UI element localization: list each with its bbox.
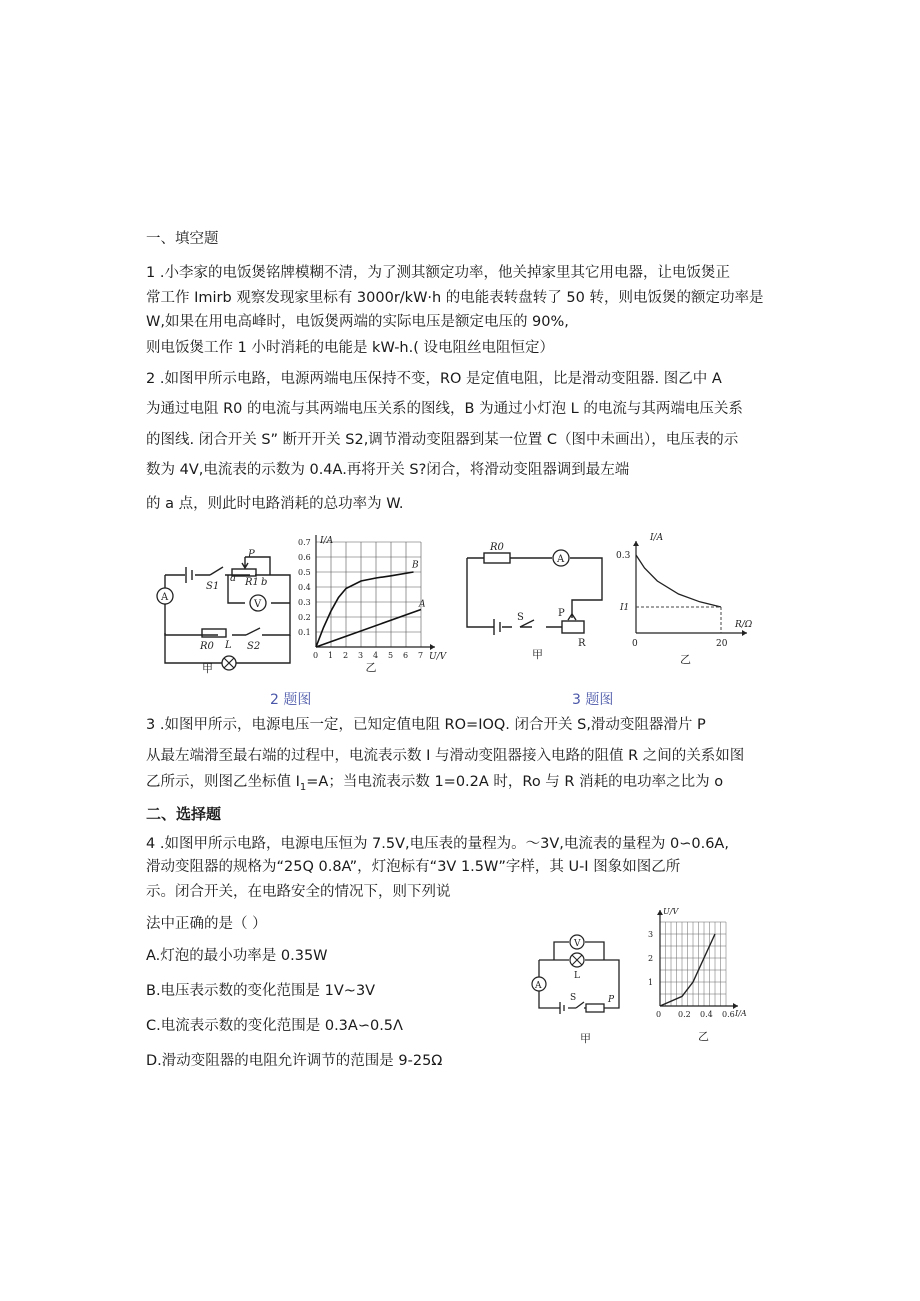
q4-option-b: B.电压表示数的变化范围是 1V~3V bbox=[146, 983, 376, 999]
y-tick-label: 0.1 bbox=[298, 628, 311, 637]
y-tick-label: 0.6 bbox=[298, 553, 311, 562]
y-tick-label: 0.2 bbox=[298, 613, 311, 622]
x-axis-arrow bbox=[430, 644, 435, 650]
x-tick-label: 0.6 bbox=[722, 1010, 735, 1019]
x-origin-tick: 0 bbox=[632, 639, 638, 649]
q2-line2: 为通过电阻 R0 的电流与其两端电压关系的图线，B 为通过小灯泡 L 的电流与其两端电压关系 bbox=[146, 401, 743, 417]
y-tick-label: 0.3 bbox=[298, 598, 311, 607]
x-end-tick: 20 bbox=[716, 639, 728, 649]
q3-line1: 3 .如图甲所示，电源电压一定，已知定值电阻 RO=IOQ. 闭合开关 S,滑动变阻器滑片 P bbox=[146, 717, 706, 733]
x-axis-arrow bbox=[742, 630, 747, 636]
fig3-p-label: P bbox=[558, 608, 565, 619]
x-tick-label: 3 bbox=[358, 651, 364, 660]
fig4-p-label: P bbox=[608, 995, 615, 1005]
q4-option-c: C.电流表示数的变化范围是 0.3A∽0.5Λ bbox=[146, 1018, 403, 1034]
fig2-r1-label: R1 bbox=[245, 577, 259, 588]
q1-line4: 则电饭煲工作 1 小时消耗的电能是 kW-h.( 设电阻丝电阻恒定） bbox=[146, 340, 554, 356]
fig3-s-label: S bbox=[517, 612, 524, 623]
y-axis-label: U/V bbox=[663, 907, 679, 916]
fig4-l-label: L bbox=[574, 971, 580, 981]
fig4-jia-label: 甲 bbox=[580, 1032, 591, 1045]
x-tick-label: 2 bbox=[343, 651, 349, 660]
section2-title: 二、选择题 bbox=[146, 805, 222, 823]
fig3-caption: 3 题图 bbox=[572, 692, 614, 708]
q4-line1: 4 .如图甲所示电路，电源电压恒为 7.5V,电压表的量程为。～3V,电流表的量程为 0∽0.6A, bbox=[146, 836, 729, 852]
fig3-ammeter-label: A bbox=[557, 554, 565, 565]
series-B-line bbox=[316, 572, 414, 647]
fig3-r-label: R bbox=[578, 638, 586, 649]
fig3-jia-label: 甲 bbox=[532, 648, 543, 661]
fig4-ammeter-label: A bbox=[535, 981, 542, 991]
q4-line3: 示。闭合开关，在电路安全的情况下，则下列说 bbox=[146, 884, 451, 900]
x-tick-label: 7 bbox=[418, 651, 424, 660]
fig2-iv-graph bbox=[296, 535, 456, 675]
graph-yi-label: 乙 bbox=[698, 1030, 709, 1043]
fig2-a-label: a bbox=[230, 573, 236, 584]
fig4-circuit-diagram bbox=[524, 930, 634, 1050]
fig2-caption: 2 题图 bbox=[270, 692, 312, 708]
fig2-l-label: L bbox=[225, 640, 232, 651]
y-tick-label: 1 bbox=[648, 978, 654, 987]
x-tick-label: 0 bbox=[313, 651, 319, 660]
curve-a-label: A bbox=[419, 599, 426, 610]
y-axis-arrow bbox=[633, 541, 639, 546]
q1-line3: W,如果在用电高峰时，电饭煲两端的实际电压是额定电压的 90%, bbox=[146, 314, 569, 330]
q2-line3: 的图线. 闭合开关 S” 断开开关 S2,调节滑动变阻器到某一位置 C（图中未画出），电压表的示 bbox=[146, 432, 739, 448]
fig2-p-label: P bbox=[248, 549, 255, 560]
fig2-s2-label: S2 bbox=[247, 641, 261, 652]
section1-title: 一、填空题 bbox=[146, 231, 219, 247]
fig4-voltmeter-label: V bbox=[574, 939, 581, 949]
q1-line1: 1 .小李家的电饭煲铭牌模糊不清，为了测其额定功率，他关掉家里其它用电器，让电饭煲正 bbox=[146, 265, 730, 281]
x-tick-label: 1 bbox=[328, 651, 334, 660]
q3-line3: 乙所示，则图乙坐标值 $I_1=A$；当电流表示数 1=0.2A 时，Ro 与 R 消耗的电功率之比为 o bbox=[146, 774, 724, 793]
fig2-s1-label: S1 bbox=[206, 581, 220, 592]
graph-yi-label: 乙 bbox=[680, 653, 691, 666]
x-tick-label: 0.4 bbox=[700, 1010, 713, 1019]
y-tick-label: 0.5 bbox=[298, 568, 311, 577]
y-axis-label: I/A bbox=[650, 533, 664, 543]
x-axis-label: R/Ω bbox=[735, 620, 753, 630]
q4-option-a: A.灯泡的最小功率是 0.35W bbox=[146, 948, 328, 964]
y-tick-label: 3 bbox=[648, 930, 654, 939]
q4-line2: 滑动变阻器的规格为“25Q 0.8A”，灯泡标有“3V 1.5W”字样，其 U-I 图象如图乙所 bbox=[146, 859, 681, 875]
fig2-voltmeter-label: V bbox=[254, 599, 262, 610]
fig4-ui-graph bbox=[640, 906, 755, 1046]
fig2-jia-label: 甲 bbox=[202, 662, 213, 675]
q2-line5: 的 a 点，则此时电路消耗的总功率为 W. bbox=[146, 496, 404, 512]
y-top-tick: 0.3 bbox=[616, 551, 631, 561]
x-tick-label: 5 bbox=[388, 651, 394, 660]
graph-yi-label: 乙 bbox=[365, 661, 377, 674]
q4-option-d: D.滑动变阻器的电阻允许调节的范围是 9-25Ω bbox=[146, 1053, 443, 1069]
series-A-line bbox=[316, 610, 421, 648]
q3-line2: 从最左端滑至最右端的过程中，电流表示数 I 与滑动变阻器接入电路的阻值 R 之间的关系如图 bbox=[146, 748, 745, 764]
fig2-b-label: b bbox=[261, 577, 268, 588]
y-tick-label: 2 bbox=[648, 954, 654, 963]
x-axis-label: U/V bbox=[429, 652, 447, 662]
q4-line4: 法中正确的是（ ） bbox=[146, 916, 267, 932]
fig3-r0-label: R0 bbox=[490, 542, 504, 553]
x-tick-label: 0 bbox=[656, 1010, 662, 1019]
y-tick-label: 0.4 bbox=[298, 583, 311, 592]
series-ir-curve bbox=[636, 555, 721, 607]
fig2-circuit-diagram bbox=[150, 545, 300, 675]
x-tick-label: 4 bbox=[373, 651, 379, 660]
fig2-ammeter-label: A bbox=[161, 592, 169, 603]
q2-line4: 数为 4V,电流表的示数为 0.4A.再将开关 S?闭合，将滑动变阻器调到最左端 bbox=[146, 462, 630, 478]
x-tick-label: 0.2 bbox=[678, 1010, 691, 1019]
curve-b-label: B bbox=[412, 560, 419, 571]
x-tick-label: 6 bbox=[403, 651, 409, 660]
y-tick-label: 0.7 bbox=[298, 538, 311, 547]
x-axis-label: I/A bbox=[735, 1009, 747, 1018]
y-i1-tick: I1 bbox=[620, 603, 630, 613]
q2-line1: 2 .如图甲所示电路，电源两端电压保持不变，RO 是定值电阻，比是滑动变阻器. 图乙中 A bbox=[146, 371, 722, 387]
fig3-circuit-diagram bbox=[462, 540, 612, 665]
fig3-ir-graph bbox=[612, 528, 762, 668]
y-axis-label: I/A bbox=[320, 536, 334, 546]
fig2-r0-label: R0 bbox=[200, 641, 214, 652]
fig4-s-label: S bbox=[570, 993, 577, 1003]
q1-line2: 常工作 Imirb 观察发现家里标有 3000r/kW·h 的电能表转盘转了 50 转，则电饭煲的额定功率是 bbox=[146, 290, 764, 306]
